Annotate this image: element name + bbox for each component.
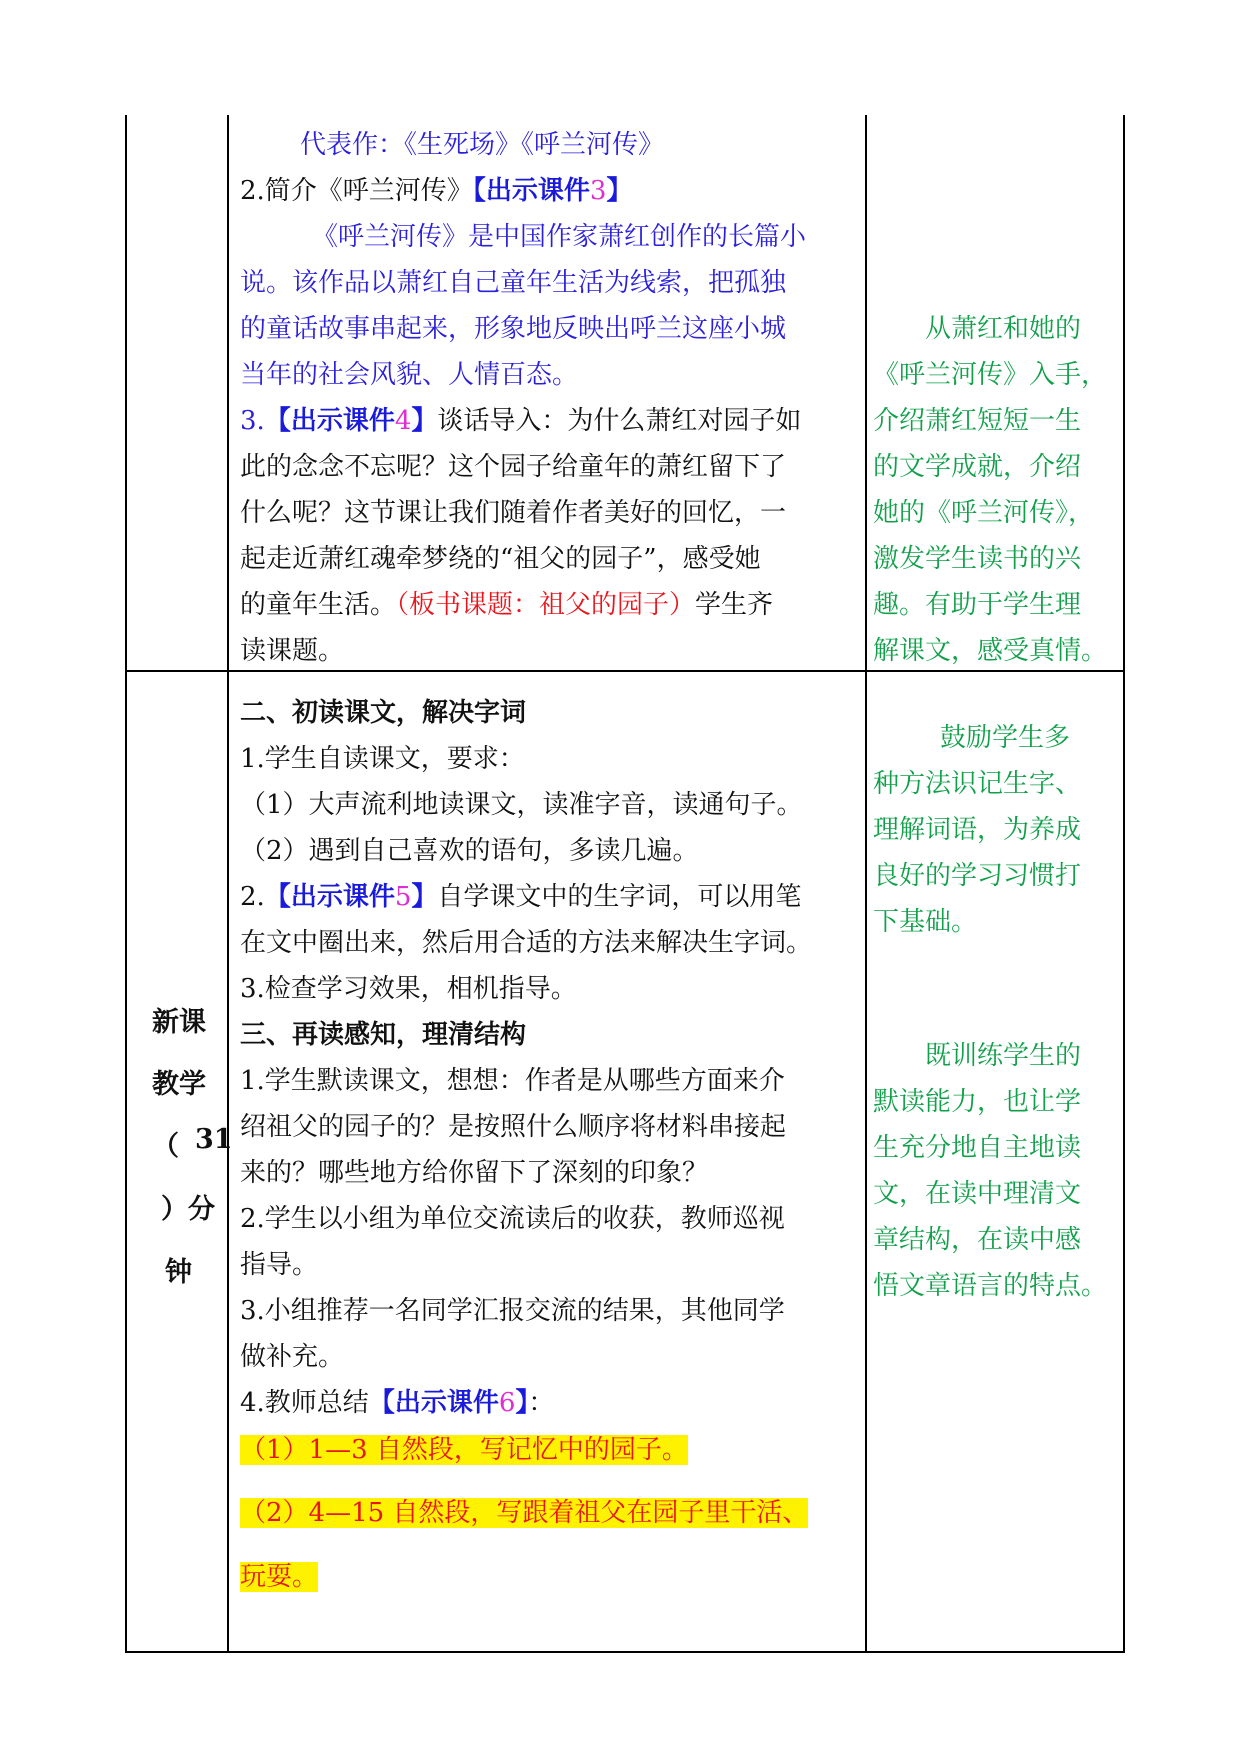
upper-note-line: 趣。有助于学生理 bbox=[873, 590, 1082, 620]
upper-line bbox=[240, 444, 786, 490]
upper-line bbox=[240, 306, 786, 352]
lower-line bbox=[240, 1196, 785, 1242]
lower-text: （1）大声流利地读课文，读准字音，读通句子。 bbox=[240, 790, 803, 820]
note2-line: 既训练学生的 bbox=[925, 1041, 1082, 1071]
note1-line: 下基础。 bbox=[873, 907, 978, 937]
upper-line bbox=[240, 398, 801, 444]
upper-note-line: 解课文，感受真情。 bbox=[873, 636, 1108, 666]
highlight-text: （2）4—15 自然段，写跟着祖父在园子里干活、 bbox=[240, 1498, 809, 1528]
upper-text: 【出示课件 bbox=[264, 406, 395, 436]
upper-text: 2.简介《呼兰河传》 bbox=[240, 176, 473, 206]
lower-text: 绍祖父的园子的？是按照什么顺序将材料串接起 bbox=[240, 1112, 787, 1142]
upper-text: 此的念念不忘呢？这个园子给童年的萧红留下了 bbox=[240, 452, 787, 482]
upper-text: 读课题。 bbox=[240, 636, 345, 666]
upper-line bbox=[240, 352, 578, 398]
lower-line bbox=[240, 828, 699, 874]
upper-line bbox=[240, 260, 786, 306]
upper-text: 说。该作品以萧红自己童年生活为线索，把孤独 bbox=[240, 268, 787, 298]
lower-line bbox=[240, 1242, 318, 1288]
lower-line bbox=[240, 1150, 708, 1196]
note2-line: 默读能力，也让学 bbox=[873, 1087, 1082, 1117]
upper-text: 】 bbox=[411, 406, 438, 436]
note1-line: 良好的学习习惯打 bbox=[873, 861, 1082, 891]
lower-text: 自学课文中的生字词，可以用笔 bbox=[437, 882, 802, 912]
table-border-bottom bbox=[125, 1651, 1125, 1653]
highlight-text: （1）1—3 自然段，写记忆中的园子。 bbox=[240, 1435, 688, 1465]
lower-text: 做补充。 bbox=[240, 1342, 345, 1372]
upper-text: 代表作：《生死场》《呼兰河传》 bbox=[300, 130, 665, 160]
lower-text: （2）遇到自己喜欢的语句，多读几遍。 bbox=[240, 836, 699, 866]
upper-line bbox=[240, 168, 632, 214]
lower-line bbox=[240, 1334, 344, 1380]
lower-text: 3.检查学习效果，相机指导。 bbox=[240, 974, 577, 1004]
upper-note-line: 从萧红和她的 bbox=[925, 314, 1082, 344]
lower-text: 1.学生默读课文，想想：作者是从哪些方面来介 bbox=[240, 1066, 785, 1096]
upper-line bbox=[312, 214, 806, 260]
upper-note-line: 激发学生读书的兴 bbox=[873, 544, 1082, 574]
highlight-line bbox=[240, 1427, 688, 1473]
lower-text: 4.教师总结 bbox=[240, 1388, 369, 1418]
table-divider-2 bbox=[865, 115, 867, 1653]
lower-text: 6 bbox=[498, 1388, 516, 1418]
upper-line bbox=[240, 490, 786, 536]
upper-text: 什么呢？这节课让我们随着作者美好的回忆，一 bbox=[240, 498, 787, 528]
lower-text: 在文中圈出来，然后用合适的方法来解决生字词。 bbox=[240, 928, 813, 958]
lower-line bbox=[240, 1104, 786, 1150]
lower-line bbox=[240, 1012, 526, 1058]
upper-line bbox=[300, 122, 664, 168]
lower-line bbox=[240, 1380, 554, 1426]
upper-note-line: 介绍萧红短短一生 bbox=[873, 406, 1082, 436]
lower-text: 2.学生以小组为单位交流读后的收获，教师巡视 bbox=[240, 1204, 785, 1234]
lower-line bbox=[240, 874, 801, 920]
upper-line bbox=[240, 628, 344, 674]
category-text: 钟 bbox=[165, 1257, 192, 1288]
category-text: （ bbox=[152, 1131, 179, 1162]
upper-text: 起走近萧红魂牵梦绕的“祖父的园子”，感受她 bbox=[240, 544, 761, 574]
note1-line: 鼓励学生多 bbox=[940, 723, 1071, 753]
upper-text: 谈话导入：为什么萧红对园子如 bbox=[437, 406, 802, 436]
upper-text: 4 bbox=[394, 406, 412, 436]
note2-line: 悟文章语言的特点。 bbox=[873, 1271, 1108, 1301]
lower-text: 二、初读课文，解决字词 bbox=[240, 698, 527, 728]
lower-text: 5 bbox=[394, 882, 412, 912]
upper-text: 的童话故事串起来，形象地反映出呼兰这座小城 bbox=[240, 314, 787, 344]
lower-text: 【出示课件 bbox=[264, 882, 395, 912]
lower-text: 】 bbox=[515, 1388, 529, 1418]
upper-text: （板书课题：祖父的园子） bbox=[396, 590, 696, 620]
lower-text: 【出示课件 bbox=[368, 1388, 499, 1418]
upper-note-line: 的文学成就，介绍 bbox=[873, 452, 1082, 482]
upper-note-line: 《呼兰河传》入手， bbox=[873, 360, 1108, 390]
lower-text: 三、再读感知，理清结构 bbox=[240, 1020, 527, 1050]
table-divider-1 bbox=[227, 115, 229, 1653]
note1-line: 理解词语，为养成 bbox=[873, 815, 1082, 845]
highlight-text: 玩耍。 bbox=[240, 1562, 319, 1592]
lower-text: 3.小组推荐一名同学汇报交流的结果，其他同学 bbox=[240, 1296, 785, 1326]
upper-line bbox=[240, 536, 761, 582]
upper-text: 当年的社会风貌、人情百态。 bbox=[240, 360, 579, 390]
upper-text: 的童年生活。 bbox=[240, 590, 397, 620]
lower-line bbox=[240, 736, 525, 782]
upper-line bbox=[240, 582, 773, 628]
lower-text: 来的？哪些地方给你留下了深刻的印象？ bbox=[240, 1158, 709, 1188]
lower-line bbox=[240, 920, 812, 966]
upper-text: 学生齐 bbox=[695, 590, 774, 620]
lower-text: 】 bbox=[411, 882, 438, 912]
note2-line: 生充分地自主地读 bbox=[873, 1133, 1082, 1163]
upper-text: 】 bbox=[606, 176, 633, 206]
lower-text: 2. bbox=[240, 882, 265, 912]
note1-line: 种方法识记生字、 bbox=[873, 769, 1082, 799]
lower-line bbox=[240, 1058, 785, 1104]
table-border-right bbox=[1123, 115, 1125, 1653]
note2-line: 文，在读中理清文 bbox=[873, 1179, 1082, 1209]
lower-text: 1.学生自读课文，要求： bbox=[240, 744, 525, 774]
category-text: 31 bbox=[195, 1124, 233, 1155]
upper-text: 《呼兰河传》是中国作家萧红创作的长篇小 bbox=[312, 222, 807, 252]
upper-text: 3. bbox=[240, 406, 265, 436]
upper-text: 3 bbox=[589, 176, 607, 206]
category-text: ）分 bbox=[161, 1194, 215, 1225]
lower-line bbox=[240, 782, 803, 828]
highlight-line bbox=[240, 1554, 318, 1600]
category-text: 新课 bbox=[152, 1007, 206, 1038]
category-text: 教学 bbox=[152, 1069, 206, 1100]
lower-text: 指导。 bbox=[240, 1250, 319, 1280]
note2-line: 章结构，在读中感 bbox=[873, 1225, 1082, 1255]
highlight-line bbox=[240, 1490, 808, 1536]
lower-line bbox=[240, 1288, 785, 1334]
lower-text: ： bbox=[528, 1388, 555, 1418]
upper-text: 【出示课件 bbox=[472, 176, 590, 206]
lower-line bbox=[240, 966, 577, 1012]
lower-line bbox=[240, 690, 526, 736]
table-border-left bbox=[125, 115, 127, 1653]
upper-note-line: 她的《呼兰河传》， bbox=[873, 498, 1095, 528]
